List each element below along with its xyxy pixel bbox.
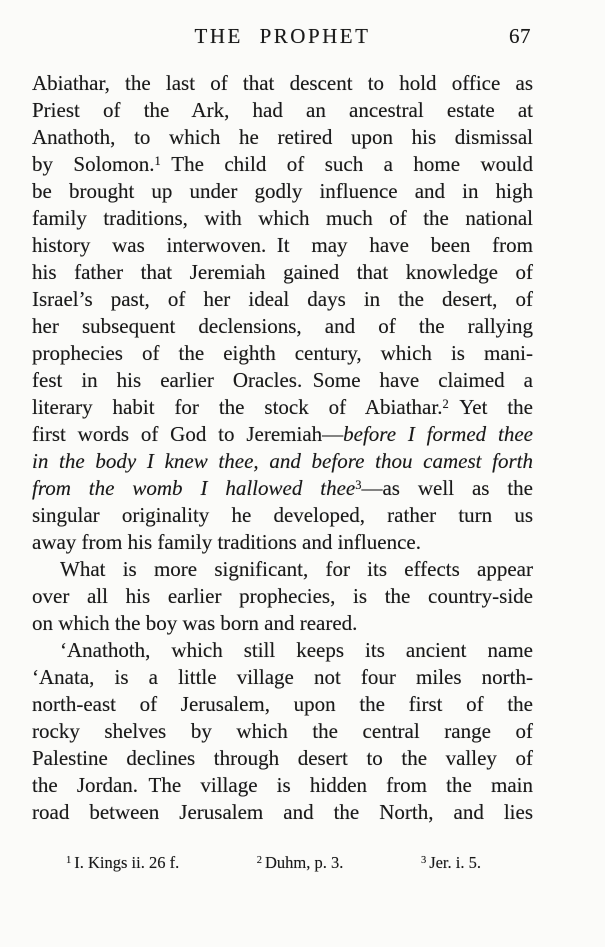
text-run: his father that Jeremiah gained that knowledge of bbox=[32, 260, 533, 284]
text-line bbox=[32, 70, 533, 97]
text-line bbox=[32, 205, 533, 232]
text-run: first words of God to Jeremiah— bbox=[32, 422, 344, 446]
footnote-marker: 1 bbox=[154, 154, 161, 168]
text-run: Jer. i. 5. bbox=[429, 853, 481, 872]
text-run: singular originality he developed, rather turn us bbox=[32, 503, 533, 527]
text-line bbox=[32, 97, 533, 124]
text-run: by Solomon. bbox=[32, 152, 155, 176]
text-run: ‘Anata, is a little village not four miles north- bbox=[32, 665, 533, 689]
page-title: THE PROPHET bbox=[194, 24, 371, 48]
text-line bbox=[32, 475, 533, 502]
text-run: Yet the bbox=[448, 395, 533, 419]
footnote bbox=[66, 853, 179, 873]
footnote bbox=[421, 853, 481, 873]
text-run: Anathoth, to which he retired upon his dismissal bbox=[32, 125, 533, 149]
text-run: The child of such a home would bbox=[160, 152, 533, 176]
paragraph bbox=[32, 556, 533, 637]
text-line bbox=[32, 367, 533, 394]
text-run: her subsequent declensions, and of the rallying bbox=[32, 314, 533, 338]
text-run: —as well as the bbox=[361, 476, 534, 500]
text-line bbox=[32, 664, 533, 691]
text-run: Palestine declines through desert to the valley of bbox=[32, 746, 533, 770]
text-line bbox=[32, 124, 533, 151]
footnote-marker: 2 bbox=[442, 397, 449, 411]
footnote-marker: 3 bbox=[420, 855, 427, 866]
text-run: Priest of the Ark, had an ancestral estate at bbox=[32, 98, 533, 122]
text-run: be brought up under godly influence and in high bbox=[32, 179, 533, 203]
text-run: history was interwoven. It may have been from bbox=[32, 233, 533, 257]
text-run: I. Kings ii. 26 f. bbox=[74, 853, 180, 872]
text-run: fest in his earlier Oracles. Some have claimed a bbox=[32, 368, 533, 392]
text-line bbox=[32, 637, 533, 664]
text-line bbox=[32, 529, 533, 556]
text-line bbox=[32, 313, 533, 340]
text-run: the Jordan. The village is hidden from the main bbox=[32, 773, 533, 797]
text-run: Israel’s past, of her ideal days in the desert, of bbox=[32, 287, 533, 311]
text-run: prophecies of the eighth century, which is mani- bbox=[32, 341, 533, 365]
text-line bbox=[32, 286, 533, 313]
text-run: north-east of Jerusalem, upon the first of the bbox=[32, 692, 533, 716]
italic-run: from the womb I hallowed thee bbox=[32, 476, 356, 500]
text-line bbox=[32, 583, 533, 610]
page-body-text bbox=[32, 70, 533, 826]
text-line bbox=[32, 718, 533, 745]
paragraph bbox=[32, 637, 533, 826]
page-number: 67 bbox=[509, 24, 531, 48]
text-run: literary habit for the stock of Abiathar. bbox=[32, 395, 443, 419]
text-run: What is more significant, for its effects appear bbox=[60, 557, 533, 581]
text-line bbox=[32, 610, 533, 637]
text-line bbox=[32, 799, 533, 826]
text-run: away from his family traditions and influence. bbox=[32, 530, 421, 554]
text-line bbox=[32, 691, 533, 718]
text-line bbox=[32, 232, 533, 259]
text-run: Duhm, p. 3. bbox=[265, 853, 344, 872]
footnote bbox=[257, 853, 344, 873]
text-line bbox=[32, 556, 533, 583]
paragraph bbox=[32, 70, 533, 556]
footnote-marker: 3 bbox=[355, 478, 362, 492]
text-run: family traditions, with which much of the national bbox=[32, 206, 533, 230]
text-line bbox=[32, 151, 533, 178]
text-line bbox=[32, 178, 533, 205]
running-head bbox=[32, 25, 533, 47]
text-line bbox=[32, 394, 533, 421]
text-line bbox=[32, 745, 533, 772]
text-line bbox=[32, 259, 533, 286]
text-line bbox=[32, 340, 533, 367]
text-line bbox=[32, 448, 533, 475]
text-line bbox=[32, 421, 533, 448]
text-line bbox=[32, 772, 533, 799]
text-run: on which the boy was born and reared. bbox=[32, 611, 358, 635]
italic-run: before I formed thee bbox=[343, 422, 533, 446]
text-run: Abiathar, the last of that descent to hold office as bbox=[32, 71, 533, 95]
text-line bbox=[32, 502, 533, 529]
footnote-marker: 2 bbox=[256, 855, 263, 866]
text-run: road between Jerusalem and the North, and lies bbox=[32, 800, 533, 824]
text-run: rocky shelves by which the central range of bbox=[32, 719, 533, 743]
text-run: ‘Anathoth, which still keeps its ancient name bbox=[60, 638, 533, 662]
footnotes bbox=[32, 853, 533, 873]
text-run: over all his earlier prophecies, is the country-side bbox=[32, 584, 533, 608]
footnote-marker: 1 bbox=[66, 855, 72, 866]
italic-run: in the body I knew thee, and before thou camest forth bbox=[32, 449, 533, 473]
